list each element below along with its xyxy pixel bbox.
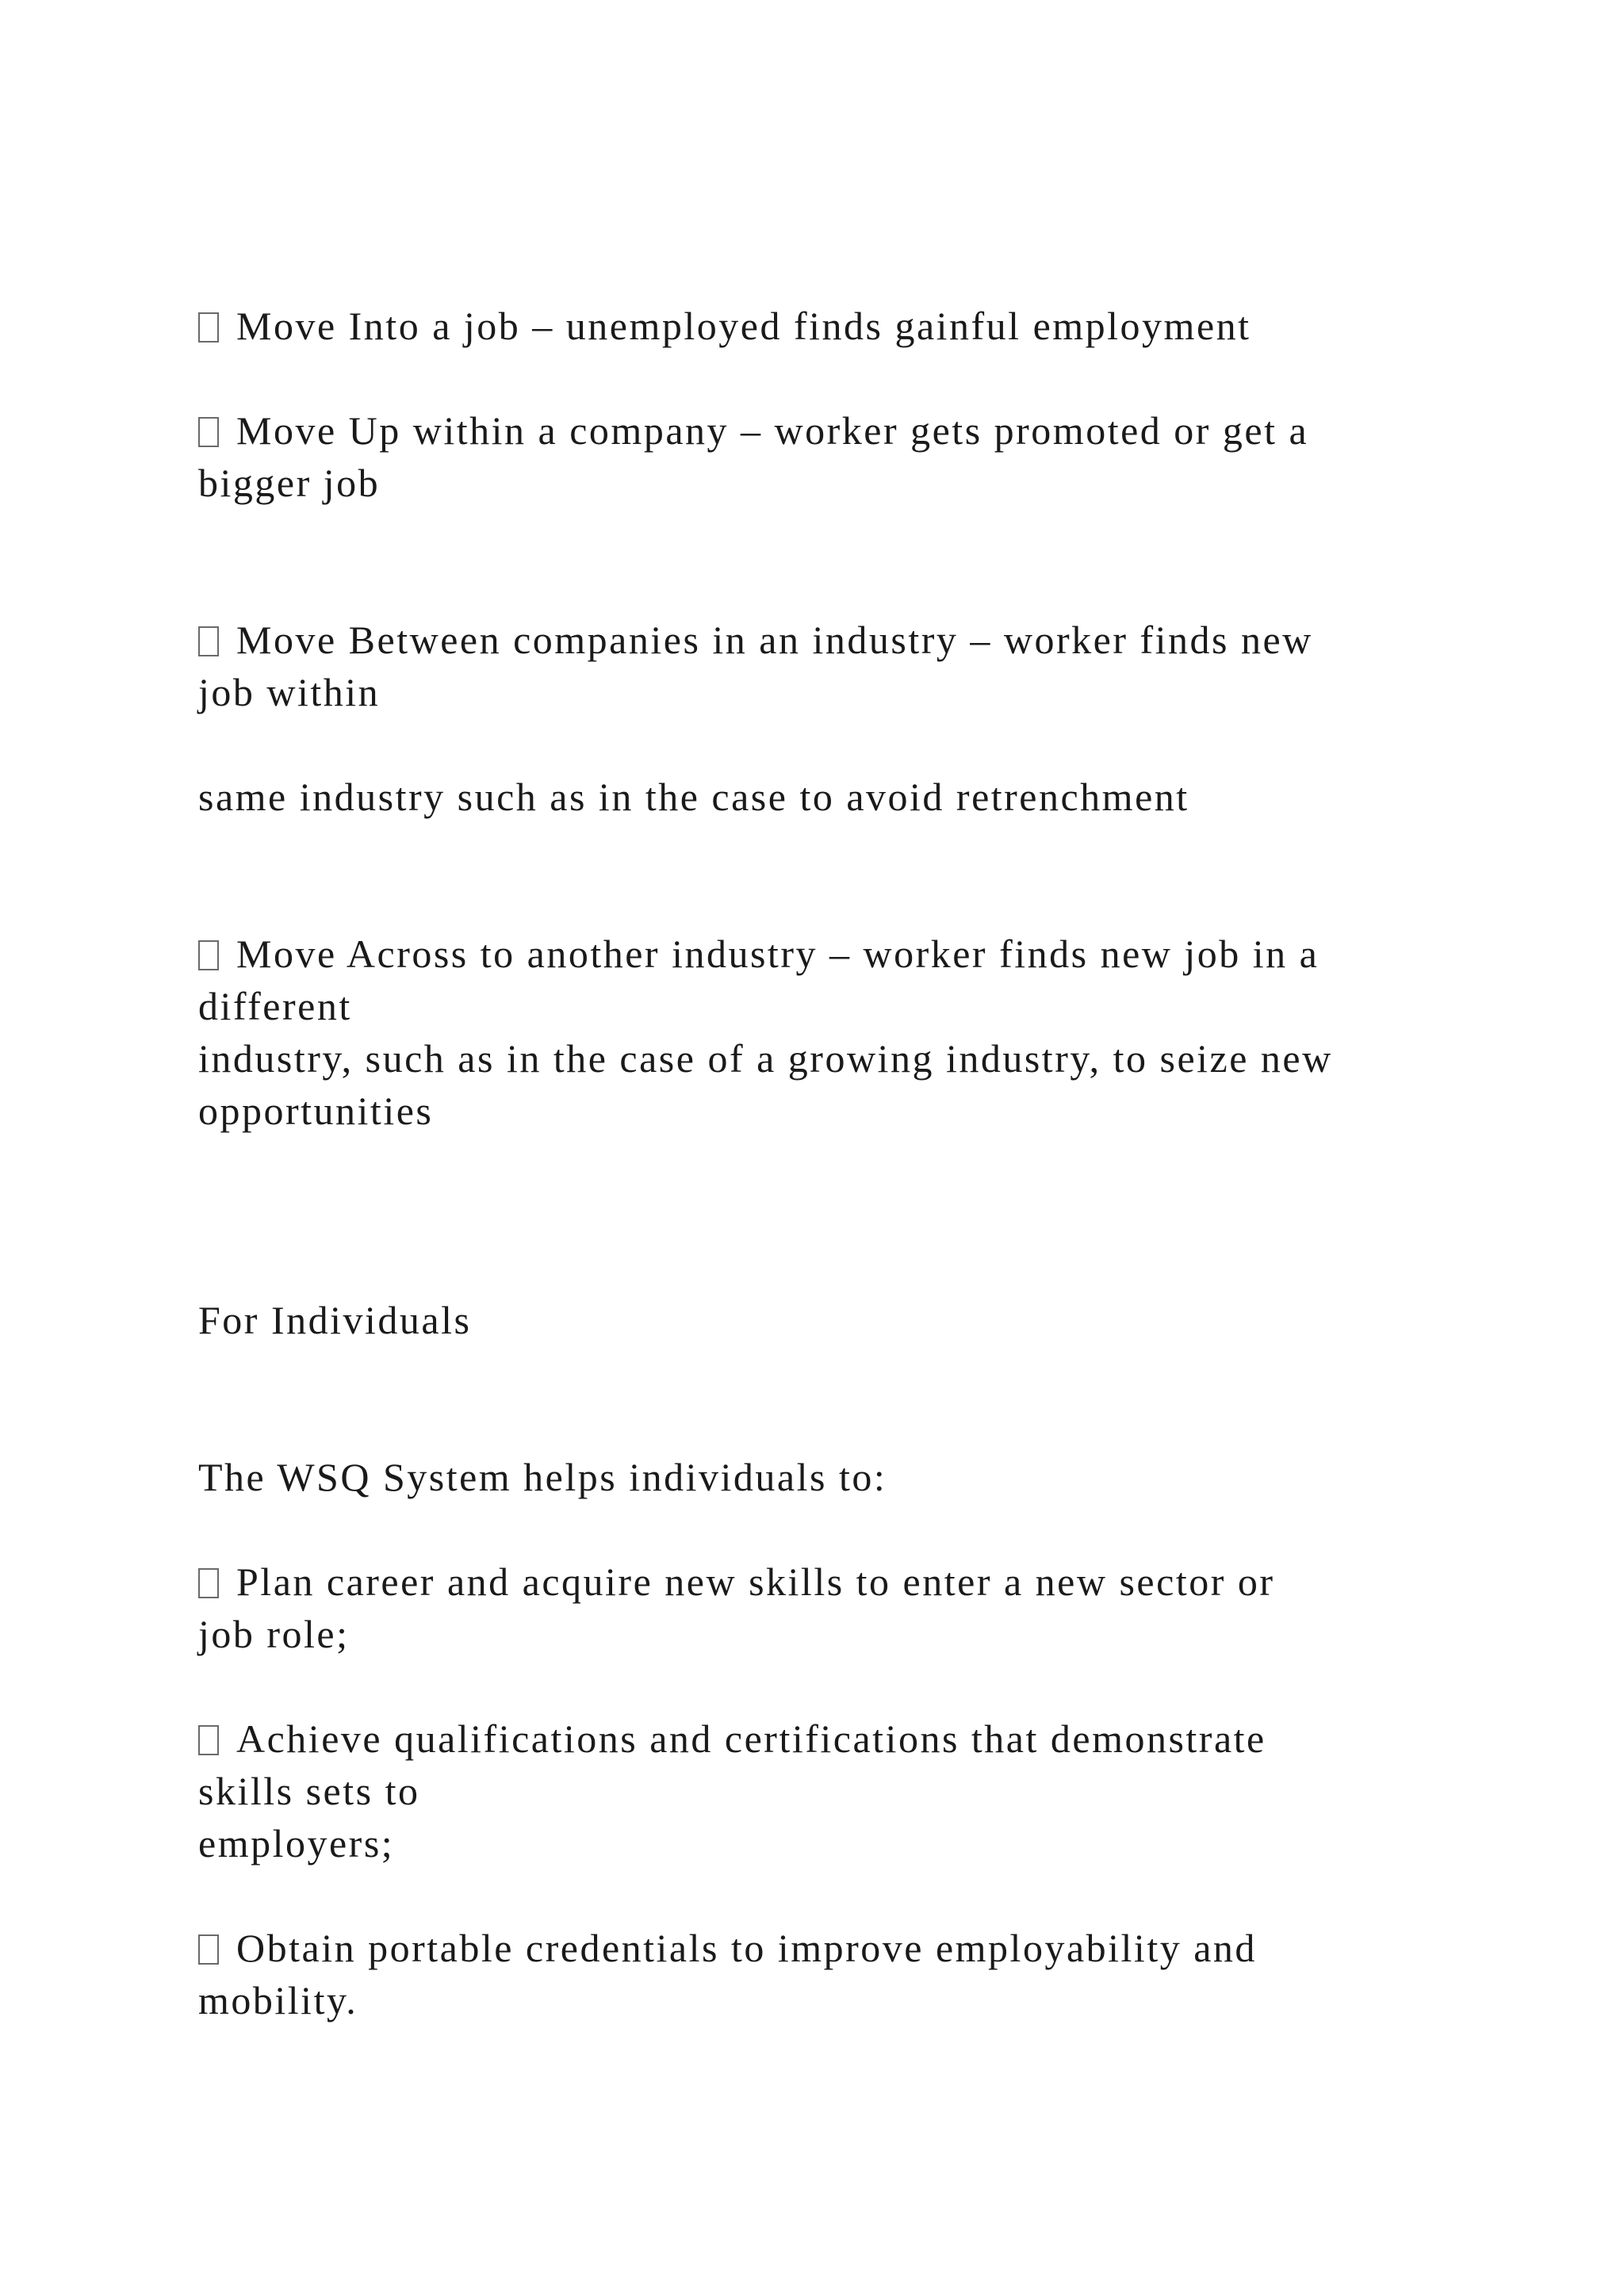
bullet-text: Move Across to another industry – worker finds new job in a <box>236 932 1320 976</box>
missing-glyph-icon <box>198 940 219 970</box>
bullet-continuation: different <box>198 984 352 1028</box>
bullet-line <box>198 300 1251 352</box>
bullet-line <box>198 928 1319 980</box>
bullet-continuation: industry, such as in the case of a growing industry, to seize new <box>198 1036 1333 1081</box>
bullet-line <box>198 1712 1266 1765</box>
bullet-continuation: skills sets to <box>198 1769 420 1813</box>
bullet-text: Achieve qualifications and certifications that demonstrate <box>236 1716 1266 1761</box>
missing-glyph-icon <box>198 1934 219 1965</box>
paragraph-line: same industry such as in the case to avoid retrenchment <box>198 775 1189 819</box>
bullet-line <box>198 404 1308 457</box>
bullet-continuation: bigger job <box>198 461 381 505</box>
missing-glyph-icon <box>198 417 219 447</box>
bullet-text: Obtain portable credentials to improve employability and <box>236 1926 1257 1970</box>
bullet-text: Move Between companies in an industry – worker finds new <box>236 618 1313 662</box>
bullet-line <box>198 614 1313 666</box>
bullet-line <box>198 1922 1257 1974</box>
bullet-text: Move Up within a company – worker gets promoted or get a <box>236 408 1309 453</box>
bullet-continuation: opportunities <box>198 1089 434 1133</box>
bullet-text: Move Into a job – unemployed finds gainful employment <box>236 304 1251 348</box>
missing-glyph-icon <box>198 1568 219 1598</box>
bullet-continuation: job role; <box>198 1612 350 1656</box>
bullet-continuation: employers; <box>198 1821 395 1866</box>
bullet-text: Plan career and acquire new skills to enter a new sector or <box>236 1559 1275 1604</box>
bullet-continuation: mobility. <box>198 1978 358 2022</box>
section-heading: For Individuals <box>198 1298 472 1342</box>
missing-glyph-icon <box>198 1725 219 1755</box>
bullet-line <box>198 1556 1275 1608</box>
missing-glyph-icon <box>198 626 219 656</box>
bullet-continuation: job within <box>198 670 381 714</box>
missing-glyph-icon <box>198 312 219 342</box>
intro-text: The WSQ System helps individuals to: <box>198 1455 887 1499</box>
